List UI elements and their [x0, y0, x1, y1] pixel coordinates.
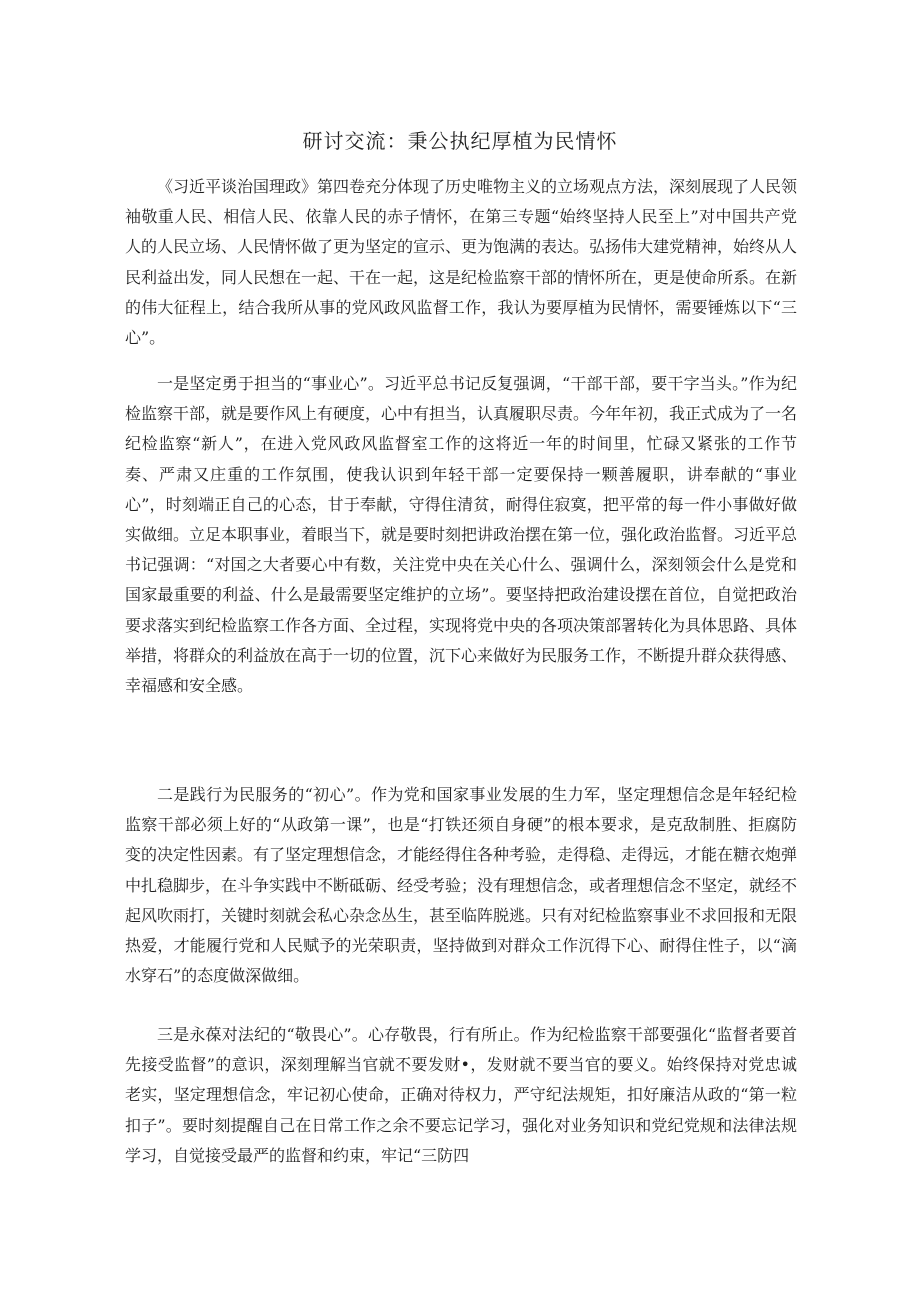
page-title: 研讨交流：秉公执纪厚植为民情怀 [302, 129, 618, 153]
paragraph-career-heart: 一是坚定勇于担当的“事业心”。习近平总书记反复强调，“干部干部，要干字当头。”作为纪检监察干部，就是要作风上有硬度，心中有担当，认真履职尽责。今年年初，我正式成为了一名纪检监察“新人”，在进入党风政风监督室工作的这将近一年的时间里，忙碌又紧张的工作节奏、严肃又庄重的工作氛围，使我认识到年轻干部一定要保持一颗善履职，讲奉献的“事业心”，时刻端正自己的心态，甘于奉献，守得住清贫，耐得住寂寞，把平常的每一件小事做好做实做细。立足本职事业，着眼当下，就是要时刻把讲政治摆在第一位，强化政治监督。习近平总书记强调：“对国之大者要心中有数，关注党中央在关心什么、强调什么，深刻领会什么是党和国家最重要的利益、什么是最需要坚定维护的立场”。要坚持把政治建设摆在首位，自觉把政治要求落实到纪检监察工作各方面、全过程，实现将党中央的各项决策部署转化为具体思路、具体举措，将群众的利益放在高于一切的位置，沉下心来做好为民服务工作，不断提升群众获得感、幸福感和安全感。 [125, 374, 798, 696]
paragraph-original-heart: 二是践行为民服务的“初心”。作为党和国家事业发展的生力军，坚定理想信念是年轻纪检监察干部必须上好的“从政第一课”，也是“打铁还须自身硬”的根本要求，是克敌制胜、拒腐防变的决定性因素。有了坚定理想信念，才能经得住各种考验，走得稳、走得远，才能在糖衣炮弹中扎稳脚步，在斗争实践中不断砥砺、经受考验；没有理想信念，或者理想信念不坚定，就经不起风吹雨打，关键时刻就会私心杂念丛生，甚至临阵脱逃。只有对纪检监察事业不求回报和无限热爱，才能履行党和人民赋予的光荣职责，坚持做到对群众工作沉得下心、耐得住性子，以“滴水穿石”的态度做深做细。 [125, 785, 798, 986]
paragraph-intro: 《习近平谈治国理政》第四卷充分体现了历史唯物主义的立场观点方法，深刻展现了人民领袖敬重人民、相信人民、依靠人民的赤子情怀，在第三专题“始终坚持人民至上”对中国共产党人的人民立场、人民情怀做了更为坚定的宣示、更为饱满的表达。弘扬伟大建党精神，始终从人民利益出发，同人民想在一起、干在一起，这是纪检监察干部的情怀所在，更是使命所系。在新的伟大征程上，结合我所从事的党风政风监督工作，我认为要厚植为民情怀，需要锤炼以下“三心”。 [125, 177, 798, 348]
paragraph-reverence-heart: 三是永葆对法纪的“敬畏心”。心存敬畏，行有所止。作为纪检监察干部要强化“监督者要首先接受监督”的意识，深刻理解当官就不要发财•，发财就不要当官的要义。始终保持对党忠诚老实，坚定理想信念，牢记初心使命，正确对待权力，严守纪法规矩，扣好廉洁从政的“第一粒扣子”。要时刻提醒自己在日常工作之余不要忘记学习，强化对业务知识和党纪党规和法律法规学习，自觉接受最严的监督和约束，牢记“三防四 [125, 1025, 797, 1165]
